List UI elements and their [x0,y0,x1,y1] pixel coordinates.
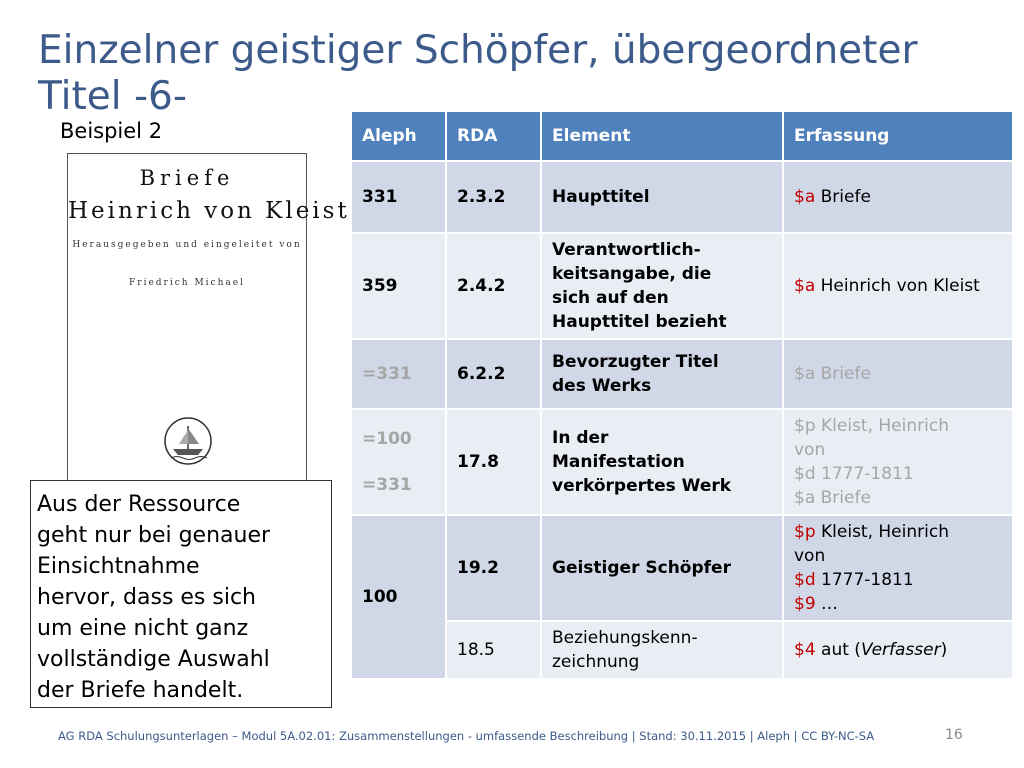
element-line: Bevorzugter Titel [552,352,719,372]
erfassung-cell [783,409,1013,515]
slide-title: Einzelner geistiger Schöpfer, übergeordneter Titel -6- [38,28,918,119]
element-line: Beziehungskenn- [552,628,698,648]
note-line: geht nur bei genauer [37,523,271,548]
cover-title: Briefe [139,166,235,190]
table-row [351,233,1013,339]
rda-cell: 2.3.2 [446,161,541,233]
erfassung-cell [783,233,1013,339]
value-line: $a Briefe [794,488,871,508]
table-header-row [351,111,1013,161]
aleph-cell: 359 [351,233,446,339]
rda-cell: 18.5 [446,621,541,679]
element-line: sich auf den [552,288,669,308]
subfield-code: $d [794,570,816,590]
note-line: um eine nicht ganz [37,616,249,641]
table-row [351,515,1013,621]
element-cell [541,233,783,339]
element-line: Manifestation [552,452,685,472]
subfield-value: … [815,594,839,614]
subfield-value: ) [940,640,948,660]
header-element: Element [541,111,783,161]
header-aleph: Aleph [351,111,446,161]
note-line: hervor, dass es sich [37,585,257,610]
element-line: In der [552,428,609,448]
value-line: $d 1777-1811 [794,464,914,484]
element-cell [541,409,783,515]
aleph-cell: =331 [351,339,446,409]
cover-editor: Friedrich Michael [129,278,245,288]
erfassung-cell [783,621,1013,679]
subfield-value: aut ( [815,640,861,660]
subfield-code: $9 [794,594,816,614]
subfield-code: $a [794,187,816,207]
book-cover-image [67,153,350,493]
element-cell: Geistiger Schöpfer [541,515,783,621]
table-row [351,621,1013,679]
rda-mapping-table [350,110,1014,680]
subfield-code: $4 [794,640,816,660]
aleph-cell [351,409,446,515]
subfield-value-italic: Verfasser [860,640,941,660]
page-number: 16 [945,727,963,743]
ship-emblem-icon [163,416,213,466]
element-line: zeichnung [552,652,640,672]
element-cell: Haupttitel [541,161,783,233]
table-row [351,161,1013,233]
note-line: Aus der Ressource [37,492,241,517]
element-line: verkörpertes Werk [552,476,732,496]
note-line: Einsichtnahme [37,554,200,579]
subfield-value: von [794,546,826,566]
aleph-cell: 331 [351,161,446,233]
table-row [351,409,1013,515]
subfield-value: Heinrich von Kleist [815,276,980,296]
rda-cell: 2.4.2 [446,233,541,339]
rda-cell: 6.2.2 [446,339,541,409]
aleph-cell: 100 [351,515,446,679]
header-rda: RDA [446,111,541,161]
cover-edited-by: Herausgegeben und eingeleitet von [72,240,302,250]
aleph-value: =331 [362,475,412,495]
aleph-value: =100 [362,429,412,449]
erfassung-cell [783,515,1013,621]
cover-author: Heinrich von Kleist [68,198,350,224]
rda-cell: 19.2 [446,515,541,621]
erfassung-cell [783,161,1013,233]
element-line: Haupttitel bezieht [552,312,727,332]
value-line: $p Kleist, Heinrich [794,416,949,436]
table-row [351,339,1013,409]
note-line: der Briefe handelt. [37,678,244,703]
slide-footer: AG RDA Schulungsunterlagen – Modul 5A.02.01: Zusammenstellungen - umfassende Beschreibung | Stand: 30.11.2015 | Aleph | CC BY-NC-SA [58,729,875,743]
subfield-code: $a [794,276,816,296]
erfassung-cell: $a Briefe [783,339,1013,409]
subfield-value: 1777-1811 [815,570,914,590]
element-cell [541,621,783,679]
header-erfassung: Erfassung [783,111,1013,161]
element-line: Verantwortlich- [552,240,701,260]
subfield-code: $p [794,522,816,542]
subfield-value: Briefe [815,187,871,207]
note-line: vollständige Auswahl [37,647,270,672]
element-line: des Werks [552,376,652,396]
example-label: Beispiel 2 [60,119,163,143]
info-note-box [30,480,332,708]
subfield-value: Kleist, Heinrich [815,522,949,542]
element-line: keitsangabe, die [552,264,712,284]
rda-cell: 17.8 [446,409,541,515]
value-line: von [794,440,826,460]
element-cell [541,339,783,409]
